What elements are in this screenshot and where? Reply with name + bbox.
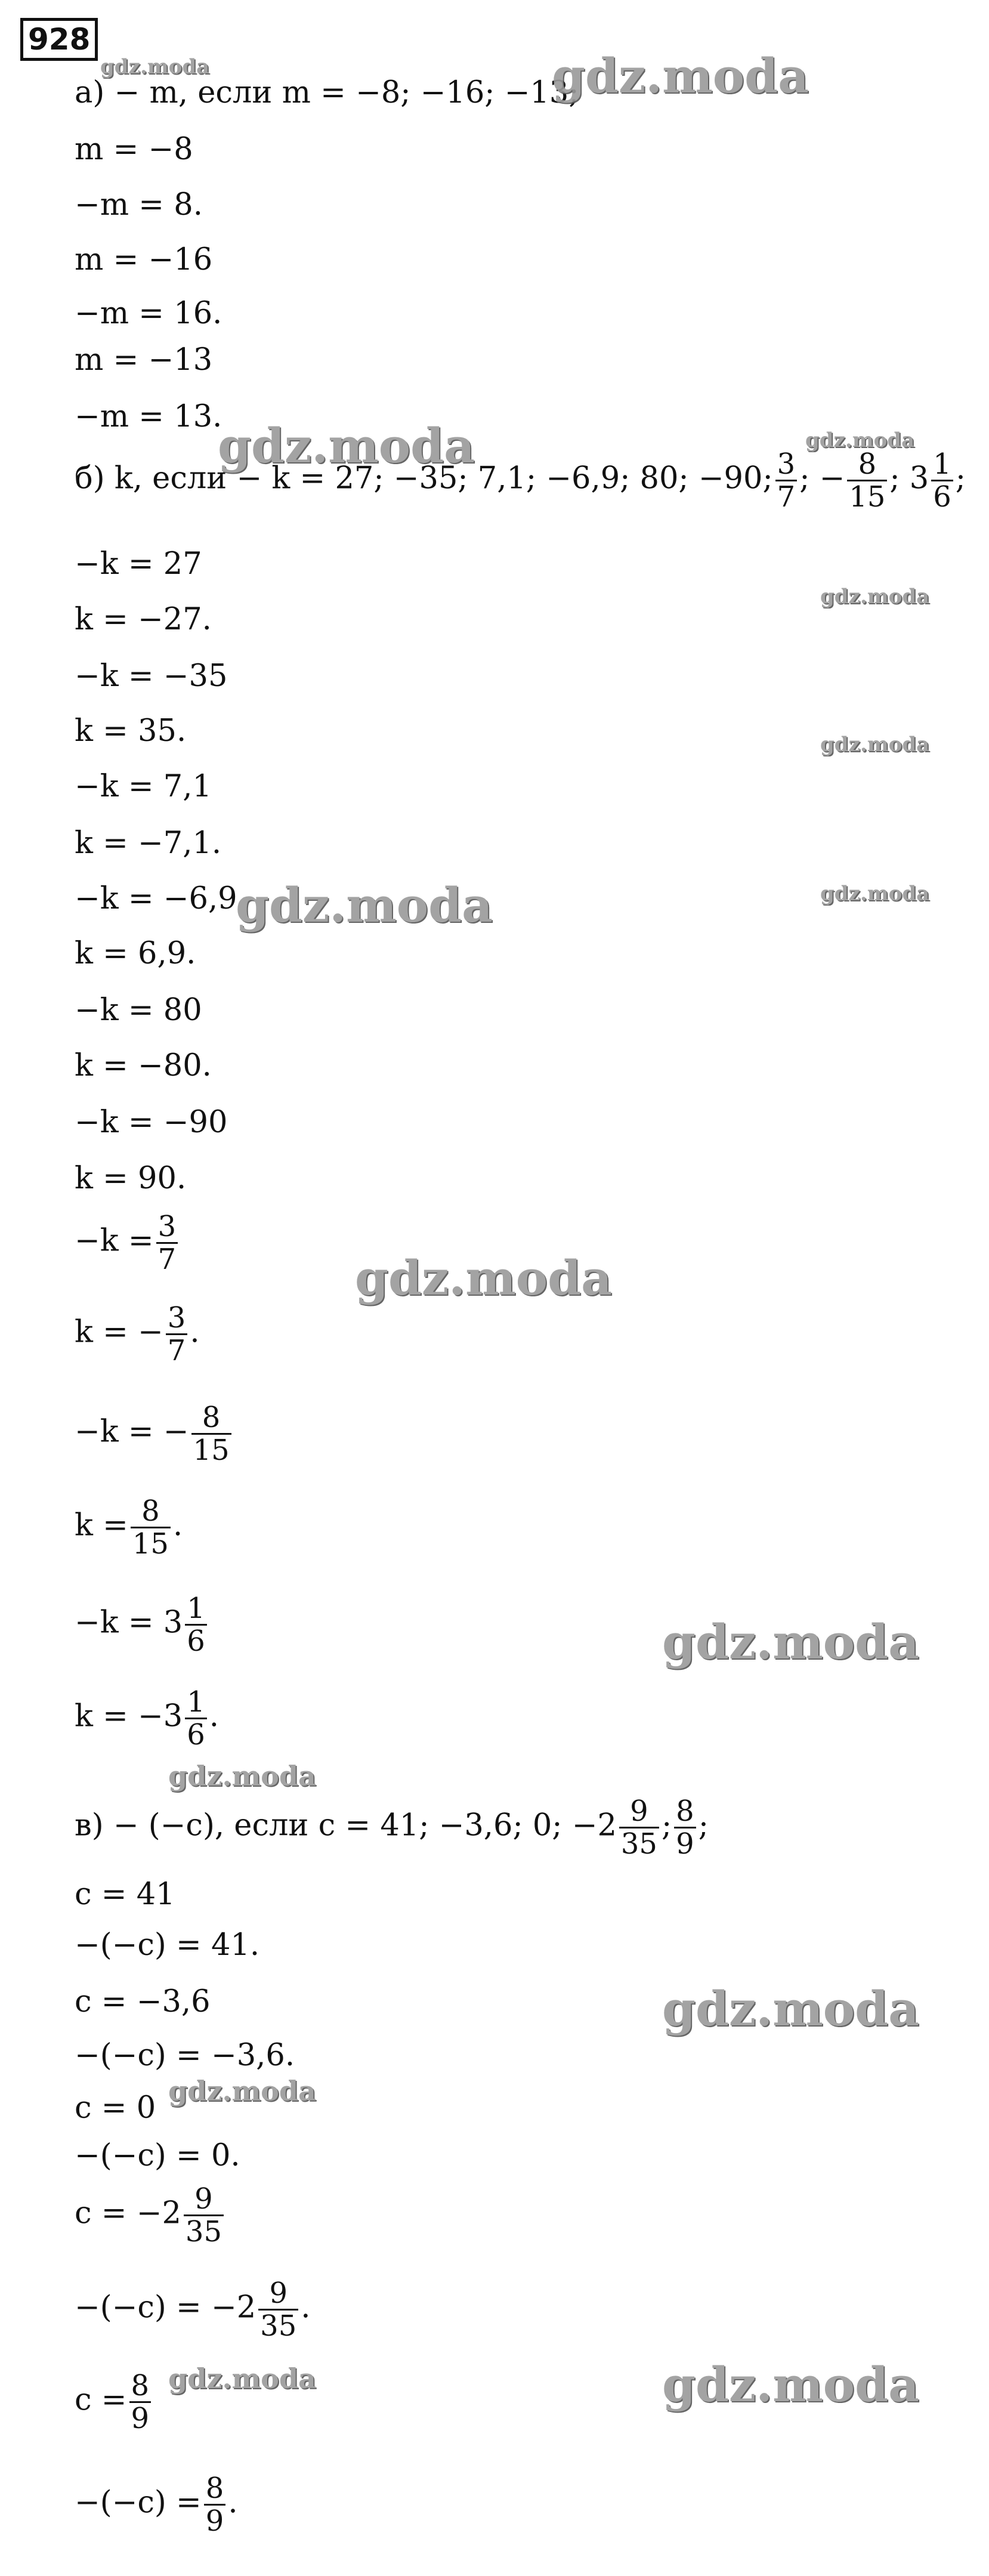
problem-number: 928 bbox=[20, 18, 98, 61]
solution-line: k = 90. bbox=[75, 1161, 187, 1196]
solution-line: −k = 7,1 bbox=[75, 769, 212, 804]
denominator: 15 bbox=[849, 480, 886, 514]
watermark: gdz.moda bbox=[168, 1760, 316, 1792]
fraction bbox=[185, 1687, 207, 1750]
denominator: 7 bbox=[777, 480, 796, 514]
mixed-whole: ; 3 bbox=[889, 461, 929, 496]
denominator: 15 bbox=[132, 1527, 169, 1561]
period: . bbox=[209, 1698, 220, 1734]
solution-line: −m = 8. bbox=[75, 187, 203, 223]
solution-line bbox=[75, 2370, 153, 2434]
numerator: 8 bbox=[131, 1496, 171, 1528]
fraction bbox=[775, 449, 798, 512]
solution-line: c = 41 bbox=[75, 1877, 175, 1912]
expression: −k = bbox=[75, 1223, 154, 1259]
denominator: 7 bbox=[167, 1334, 186, 1367]
numerator: 8 bbox=[204, 2473, 226, 2506]
watermark: gdz.moda bbox=[236, 877, 493, 933]
part-c-header bbox=[75, 1796, 709, 1860]
watermark: gdz.moda bbox=[218, 418, 475, 474]
part-b-header bbox=[75, 449, 966, 512]
numerator: 8 bbox=[191, 1402, 231, 1435]
part-c-header-text: в) − (−c), если c = 41; −3,6; 0; −2 bbox=[75, 1808, 617, 1843]
solution-line: m = −8 bbox=[75, 132, 193, 167]
expression: −(−c) = −2 bbox=[75, 2290, 256, 2325]
expression: c = bbox=[75, 2382, 127, 2418]
numerator: 9 bbox=[184, 2183, 224, 2216]
watermark: gdz.moda bbox=[662, 2356, 919, 2413]
period: . bbox=[301, 2290, 311, 2325]
solution-line: −(−c) = −3,6. bbox=[75, 2038, 295, 2073]
watermark: gdz.moda bbox=[662, 1614, 919, 1670]
solution-line bbox=[75, 1302, 200, 1366]
solution-line bbox=[75, 1496, 183, 1559]
separator: ; bbox=[661, 1808, 672, 1843]
solution-line: −(−c) = 0. bbox=[75, 2138, 240, 2173]
part-b-header-text: б) k, если − k = 27; −35; 7,1; −6,9; 80; −90; bbox=[75, 461, 773, 496]
fraction bbox=[191, 1402, 231, 1466]
denominator: 9 bbox=[131, 2402, 150, 2435]
solution-line bbox=[75, 1687, 219, 1750]
solution-line: c = 0 bbox=[75, 2090, 156, 2126]
denominator: 6 bbox=[933, 480, 951, 514]
watermark: gdz.moda bbox=[552, 48, 809, 104]
solution-line: k = 6,9. bbox=[75, 936, 196, 971]
solution-line: −(−c) = 41. bbox=[75, 1928, 260, 1963]
watermark: gdz.moda bbox=[168, 2075, 316, 2107]
solution-line bbox=[75, 2278, 310, 2342]
period: . bbox=[190, 1314, 200, 1350]
watermark: gdz.moda bbox=[662, 1981, 919, 2037]
watermark: gdz.moda bbox=[820, 882, 930, 906]
numerator: 1 bbox=[185, 1687, 207, 1719]
solution-line: −k = 27 bbox=[75, 546, 202, 582]
separator: ; bbox=[955, 461, 966, 496]
solution-line: m = −16 bbox=[75, 242, 213, 277]
watermark: gdz.moda bbox=[805, 428, 915, 452]
solution-line: k = −7,1. bbox=[75, 826, 222, 861]
separator: ; bbox=[698, 1808, 709, 1843]
numerator: 3 bbox=[775, 449, 798, 481]
expression: −k = 3 bbox=[75, 1605, 183, 1641]
solution-line: k = −80. bbox=[75, 1048, 212, 1083]
denominator: 35 bbox=[185, 2215, 222, 2248]
denominator: 6 bbox=[187, 1718, 205, 1752]
watermark: gdz.moda bbox=[100, 55, 210, 79]
solution-line bbox=[75, 1402, 234, 1466]
numerator: 8 bbox=[129, 2370, 152, 2403]
fraction bbox=[166, 1302, 188, 1366]
solution-line bbox=[75, 2183, 226, 2247]
solution-line: −k = −90 bbox=[75, 1105, 228, 1140]
denominator: 6 bbox=[187, 1624, 205, 1658]
fraction bbox=[156, 1211, 178, 1275]
fraction bbox=[185, 1593, 207, 1657]
numerator: 9 bbox=[619, 1796, 659, 1828]
watermark: gdz.moda bbox=[355, 1250, 612, 1306]
fraction bbox=[184, 2183, 224, 2247]
expression: k = −3 bbox=[75, 1698, 183, 1734]
solution-line: −k = −6,9 bbox=[75, 881, 237, 916]
expression: c = −2 bbox=[75, 2195, 181, 2231]
denominator: 9 bbox=[205, 2504, 224, 2538]
denominator: 35 bbox=[620, 1827, 657, 1861]
numerator: 8 bbox=[847, 449, 887, 481]
period: . bbox=[172, 1508, 183, 1543]
expression: k = − bbox=[75, 1314, 163, 1350]
fraction bbox=[931, 449, 953, 512]
solution-line: −m = 16. bbox=[75, 296, 222, 331]
part-a-header: а) − m, если m = −8; −16; −13; bbox=[75, 75, 579, 110]
period: . bbox=[228, 2485, 238, 2521]
fraction bbox=[258, 2278, 298, 2342]
numerator: 9 bbox=[258, 2278, 298, 2311]
fraction bbox=[129, 2370, 152, 2434]
fraction bbox=[131, 1496, 171, 1559]
numerator: 3 bbox=[166, 1302, 188, 1335]
expression: −k = − bbox=[75, 1414, 189, 1450]
solution-line: k = −27. bbox=[75, 602, 212, 637]
separator: ; − bbox=[799, 461, 845, 496]
denominator: 35 bbox=[260, 2309, 297, 2343]
solution-line: k = 35. bbox=[75, 714, 187, 749]
solution-line: −m = 13. bbox=[75, 399, 222, 434]
solution-line bbox=[75, 1593, 209, 1657]
numerator: 1 bbox=[185, 1593, 207, 1626]
numerator: 8 bbox=[674, 1796, 696, 1828]
numerator: 3 bbox=[156, 1211, 178, 1244]
expression: k = bbox=[75, 1508, 128, 1543]
numerator: 1 bbox=[931, 449, 953, 481]
solution-line bbox=[75, 2473, 238, 2537]
fraction bbox=[619, 1796, 659, 1860]
fraction bbox=[204, 2473, 226, 2537]
fraction bbox=[674, 1796, 696, 1860]
solution-line: −k = −35 bbox=[75, 659, 228, 694]
expression: −(−c) = bbox=[75, 2485, 202, 2521]
watermark: gdz.moda bbox=[168, 2362, 316, 2395]
denominator: 9 bbox=[676, 1827, 694, 1861]
solution-line bbox=[75, 1211, 180, 1275]
watermark: gdz.moda bbox=[820, 733, 930, 756]
fraction bbox=[847, 449, 887, 512]
denominator: 15 bbox=[193, 1434, 230, 1467]
solution-line: m = −13 bbox=[75, 342, 213, 378]
watermark: gdz.moda bbox=[820, 585, 930, 609]
solution-line: c = −3,6 bbox=[75, 1984, 211, 2019]
solution-line: −k = 80 bbox=[75, 993, 202, 1028]
denominator: 7 bbox=[157, 1243, 177, 1276]
